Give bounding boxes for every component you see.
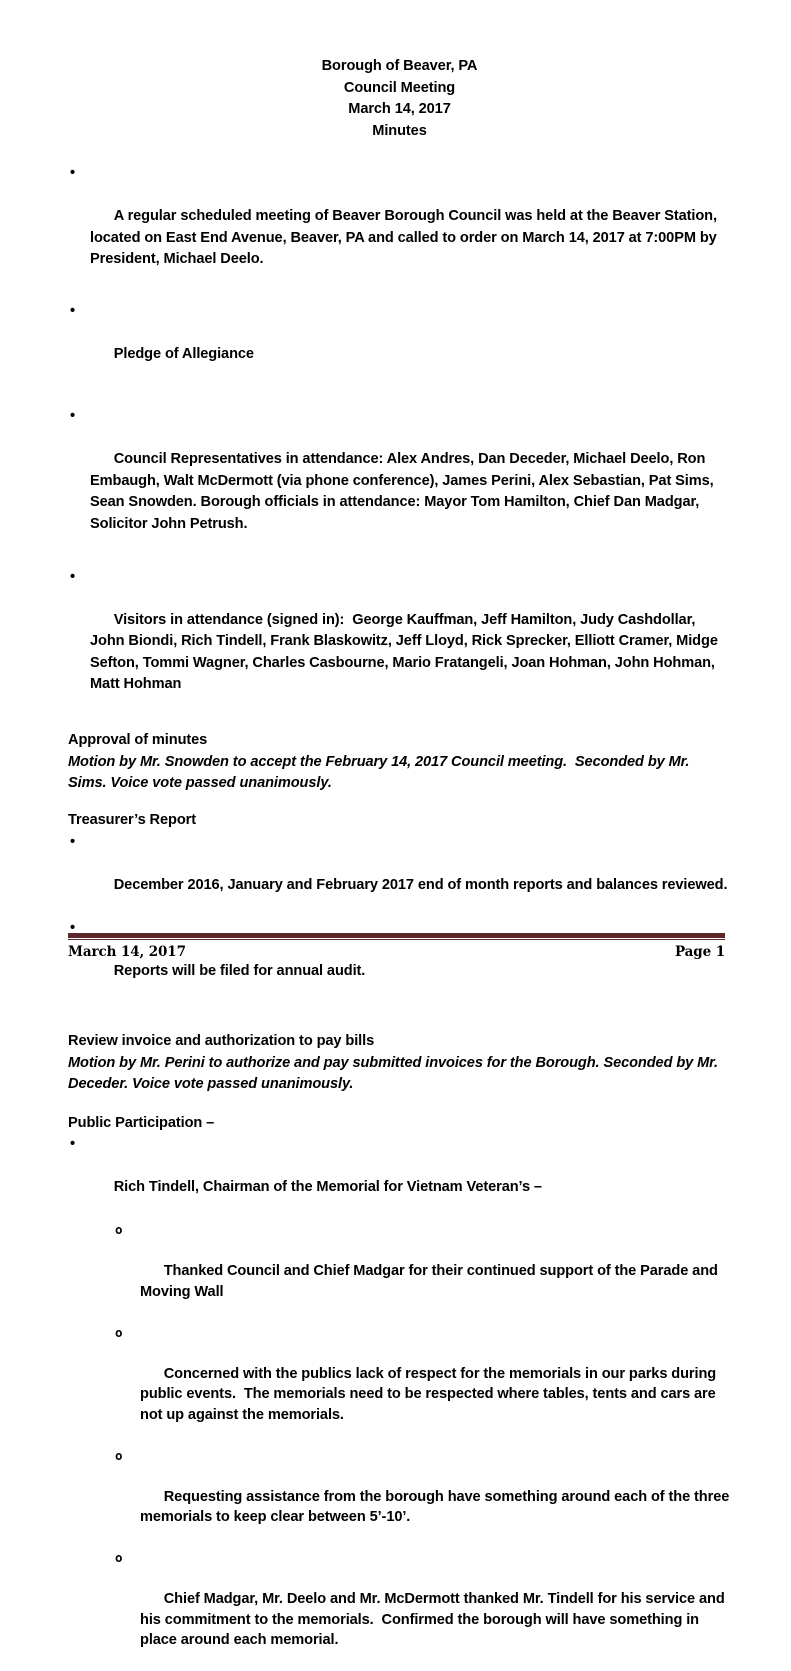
title-minutes: Minutes bbox=[372, 122, 427, 139]
bullet-icon bbox=[70, 832, 75, 854]
title-org: Borough of Beaver, PA bbox=[321, 58, 478, 74]
page-footer bbox=[68, 933, 725, 961]
sub-list-item-text: Concerned with the publics lack of respect for the memorials in our parks during public events. The memorials need to be respected where tables, tents and cars are not up against the memorials. bbox=[140, 1365, 721, 1423]
list-item-text: Council Representatives in attendance: Alex Andres, Dan Deceder, Michael Deelo, Ron Embaugh, Walt McDermott (via phone conference), James Perini, Alex Sebastian, Pat Sims, Sean Snowden. Borough officials in attendance: Mayor Tom Hamilton, Chief Dan Madgar, Solicitor John Petrush. bbox=[90, 451, 718, 532]
sub-list-item bbox=[68, 1220, 731, 1323]
list-item-text: Visitors in attendance (signed in): George Kauffman, Jeff Hamilton, Judy Cashdollar, John Biondi, Rich Tindell, Frank Blaskowitz, Jeff Lloyd, Rick Sprecker, Elliott Cramer, Midge Sefton, Tommi Wagner, Charles Casbourne, Mario Fratangeli, Joan Hohman, John Hohman, Matt Hohman bbox=[90, 611, 722, 692]
sub-list-item bbox=[68, 1446, 734, 1549]
section-heading-public-participation: Public Participation – bbox=[68, 1114, 215, 1131]
circle-bullet-icon bbox=[115, 1323, 122, 1344]
section-heading-treasurer: Treasurer’s Report bbox=[68, 811, 196, 828]
list-item bbox=[68, 567, 731, 718]
list-item bbox=[68, 406, 731, 557]
sub-list-item-text: Thanked Council and Chief Madgar for their continued support of the Parade and Moving Wall bbox=[140, 1263, 722, 1300]
list-item-text: Reports will be filed for annual audit. bbox=[113, 963, 366, 979]
motion-text-approval: Motion by Mr. Snowden to accept the February 14, 2017 Council meeting. Seconded by Mr. Sims. Voice vote passed unanimously. bbox=[68, 753, 694, 791]
title-date: March 14, 2017 bbox=[348, 101, 451, 117]
footer-date: March 14, 2017 bbox=[68, 944, 186, 960]
circle-bullet-icon bbox=[115, 1548, 122, 1569]
list-item bbox=[68, 301, 731, 387]
footer-page-number: Page 1 bbox=[674, 944, 725, 960]
bullet-icon bbox=[70, 1134, 75, 1156]
list-item-text: A regular scheduled meeting of Beaver Borough Council was held at the Beaver Station, located on East End Avenue, Beaver, PA and called to order on March 14, 2017 at 7:00PM by President, Michael Deelo. bbox=[90, 208, 721, 267]
footer-divider bbox=[68, 933, 725, 940]
sub-list-item-text: Requesting assistance from the borough have something around each of the three memorials to keep clear between 5’-10’. bbox=[140, 1488, 734, 1525]
list-item bbox=[68, 918, 731, 1004]
list-item-text: Pledge of Allegiance bbox=[113, 346, 254, 362]
section-heading-approval: Approval of minutes bbox=[68, 732, 208, 748]
sub-list-item bbox=[68, 1323, 731, 1446]
sub-list-item-text: Chief Madgar, Mr. Deelo and Mr. McDermott thanked Mr. Tindell for his service and his commitment to the memorials. Confirmed the borough will have something in place around each memorial. bbox=[140, 1591, 729, 1648]
circle-bullet-icon bbox=[115, 1446, 122, 1467]
list-item bbox=[68, 163, 731, 292]
circle-bullet-icon bbox=[115, 1220, 122, 1241]
list-item bbox=[68, 1134, 731, 1220]
motion-text-invoices: Motion by Mr. Perini to authorize and pay submitted invoices for the Borough. Seconded by Mr. Deceder. Voice vote passed unanimously. bbox=[68, 1054, 722, 1092]
document-body bbox=[68, 0, 734, 1671]
bullet-icon bbox=[70, 406, 75, 428]
section-heading-invoices: Review invoice and authorization to pay bills bbox=[68, 1033, 375, 1049]
list-item-text: December 2016, January and February 2017 end of month reports and balances reviewed. bbox=[113, 877, 728, 893]
title-meeting-type: Council Meeting bbox=[343, 79, 456, 96]
sub-list-item bbox=[68, 1548, 731, 1671]
bullet-icon bbox=[70, 163, 75, 185]
list-item bbox=[68, 832, 731, 918]
list-item-text: Rich Tindell, Chairman of the Memorial for Vietnam Veteran’s – bbox=[113, 1179, 542, 1195]
bullet-icon bbox=[70, 567, 75, 589]
document-title-block bbox=[68, 56, 731, 142]
bullet-icon bbox=[70, 301, 75, 323]
